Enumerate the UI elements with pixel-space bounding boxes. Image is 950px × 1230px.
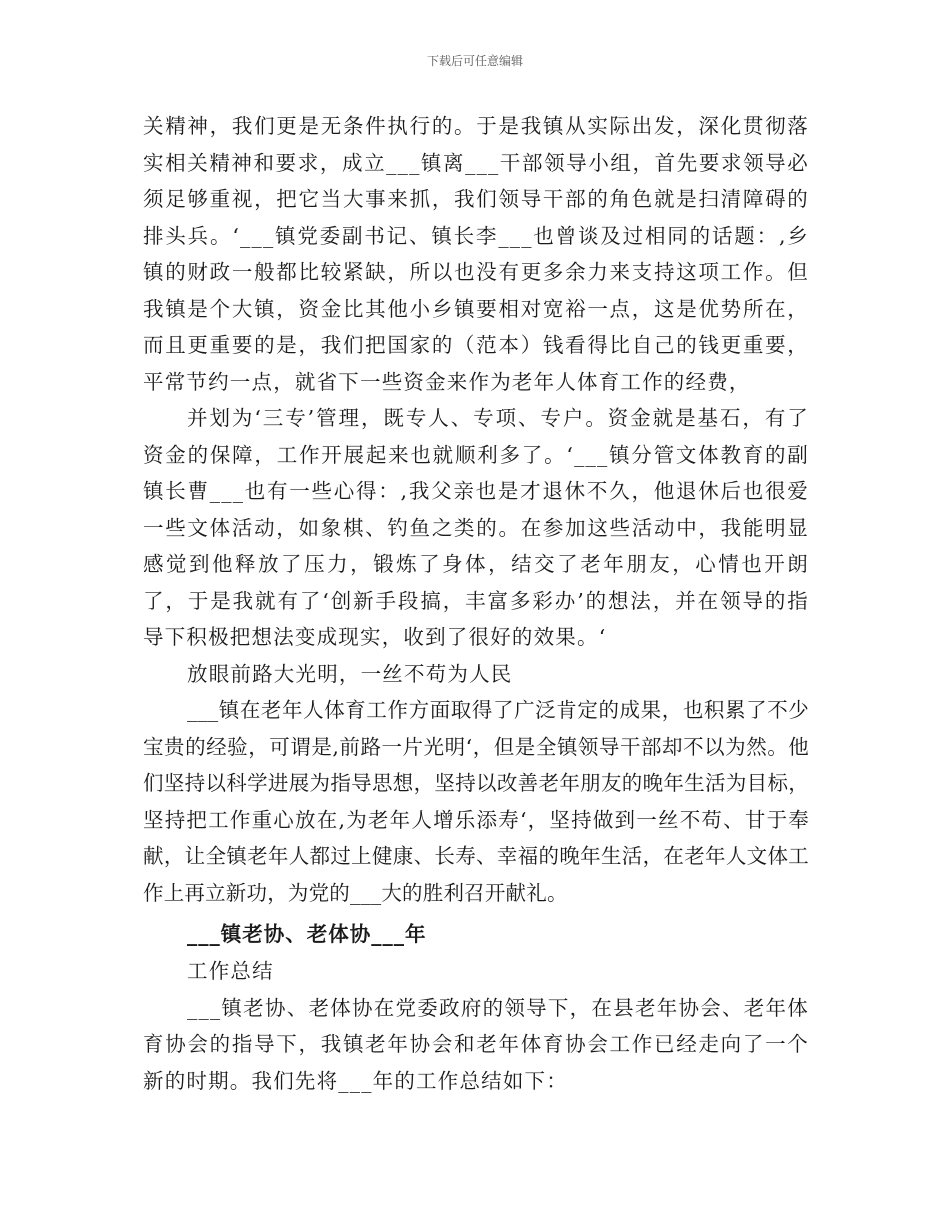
paragraph-achievements: ___镇在老年人体育工作方面取得了广泛肯定的成果，也积累了不少宝贵的经验，可谓是,前路一片光明‘，但是全镇领导干部却不以为然。他们坚持以科学进展为指导思想，坚持以改善老年朋友的晚年生活为目标，坚持把工作重心放在,为老年人增乐添寿‘，坚持做到一丝不苟、甘于奉献，让全镇老年人都过上健康、长寿、幸福的晚年生活，在老年人文体工作上再立新功，为党的___大的胜利召开献礼。 [143, 698, 809, 905]
paragraph-subheading: 放眼前路大光明，一丝不苟为人民 [187, 661, 513, 686]
page-header: 下载后可任意编辑 [426, 54, 523, 68]
paragraph-three-special: 并划为‘三专’管理，既专人、专项、专户。资金就是基石，有了资金的保障，工作开展起来也就顺利多了。‘___镇分管文体教育的副镇长曹___也有一些心得：,我父亲也是才退休不久，他退休后也很爱一些文体活动，如象棋、钓鱼之类的。在参加这些活动中，我能明显感觉到他释放了压力，锻炼了身体，结交了老年朋友，心情也开朗了，于是我就有了‘创新手段搞，丰富多彩办’的想法，并在领导的指导下积极把想法变成现实，收到了很好的效果。‘ [143, 406, 809, 649]
paragraph-funding: 关精神，我们更是无条件执行的。于是我镇从实际出发，深化贯彻落实相关精神和要求，成立___镇离___干部领导小组，首先要求领导必须足够重视，把它当大事来抓，我们领导干部的角色就是扫清障碍的排头兵。‘___镇党委副书记、镇长李___也曾谈及过相同的话题：,乡镇的财政一般都比较紧缺，所以也没有更多余力来支持这项工作。但我镇是个大镇，资金比其他小乡镇要相对宽裕一点，这是优势所在，而且更重要的是，我们把国家的（范本）钱看得比自己的钱更重要，平常节约一点，就省下一些资金来作为老年人体育工作的经费， [143, 114, 809, 394]
section-title: ___镇老协、老体协___年 [187, 922, 427, 946]
paragraph-work-summary-label: 工作总结 [187, 959, 274, 983]
paragraph-summary-intro: ___镇老协、老体协在党委政府的领导下，在县老年协会、老年体育协会的指导下，我镇老年协会和老年体育协会工作已经走向了一个新的时期。我们先将___年的工作总结如下： [143, 995, 809, 1093]
document-body [143, 108, 809, 1099]
